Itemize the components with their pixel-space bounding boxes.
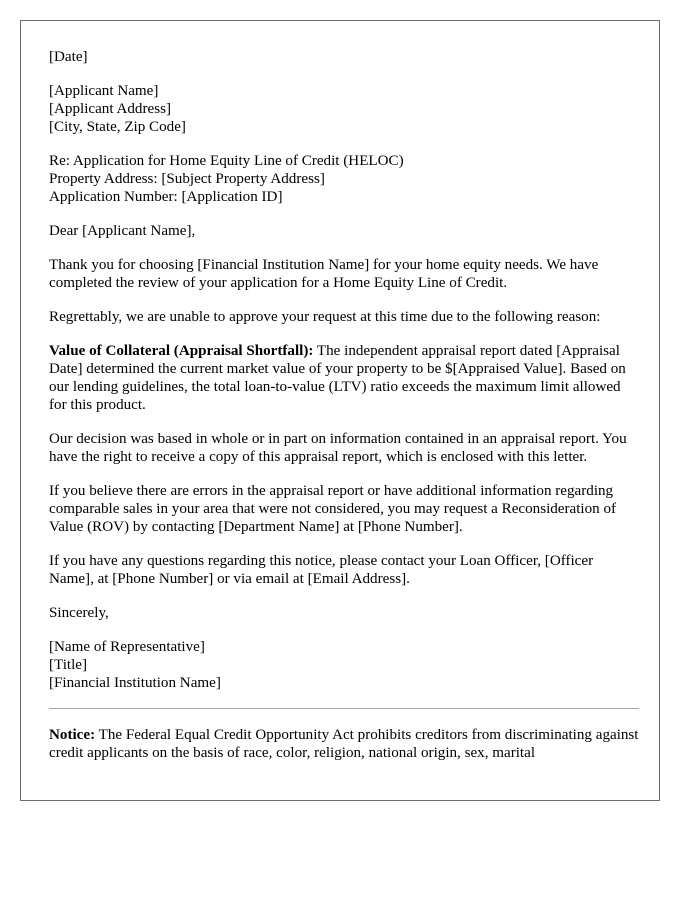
salutation: Dear [Applicant Name], <box>49 223 196 239</box>
recipient-city-state-zip: [City, State, Zip Code] <box>49 119 186 135</box>
paragraph-rov: If you believe there are errors in the appraisal report or have additional information regarding comparable sales in your area that were not considered, you may request a Reconsideration of Value (ROV) by contacting [Department Name] at [Phone Number]. <box>49 483 617 535</box>
signature-name: [Name of Representative] <box>49 639 205 655</box>
notice-paragraph <box>49 726 639 762</box>
paragraph-questions: If you have any questions regarding this notice, please contact your Loan Officer, [Officer Name], at [Phone Number] or via email at [Email Address]. <box>49 553 594 587</box>
letter-page <box>20 20 660 801</box>
reason-text: The independent appraisal report dated [Appraisal Date] determined the current market value of your property to be $[Appraised Value]. Based on our lending guidelines, the total loan-to-value (LTV) ratio exceeds the maximum limit allowed for this product. <box>49 343 626 413</box>
signature-block <box>49 638 639 692</box>
reason-label: Value of Collateral (Appraisal Shortfall): <box>49 343 314 359</box>
paragraph-reason <box>49 342 639 414</box>
recipient-name: [Applicant Name] <box>49 83 159 99</box>
recipient-address: [Applicant Address] <box>49 101 171 117</box>
paragraph-appraisal-right: Our decision was based in whole or in part on information contained in an appraisal report. You have the right to receive a copy of this appraisal report, which is enclosed with this letter. <box>49 431 627 465</box>
signature-institution: [Financial Institution Name] <box>49 675 221 691</box>
notice-label: Notice: <box>49 727 96 743</box>
notice-text: The Federal Equal Credit Opportunity Act prohibits creditors from discriminating against credit applicants on the basis of race, color, religion, national origin, sex, marital <box>49 727 639 761</box>
reference-property: Property Address: [Subject Property Address] <box>49 171 325 187</box>
notice-divider <box>49 708 639 709</box>
reference-subject: Re: Application for Home Equity Line of Credit (HELOC) <box>49 153 404 169</box>
signature-title: [Title] <box>49 657 88 673</box>
reference-block <box>49 152 639 206</box>
reference-application-number: Application Number: [Application ID] <box>49 189 283 205</box>
recipient-block <box>49 82 639 136</box>
paragraph-thanks: Thank you for choosing [Financial Institution Name] for your home equity needs. We have completed the review of your application for a Home Equity Line of Credit. <box>49 257 599 291</box>
paragraph-regret: Regrettably, we are unable to approve your request at this time due to the following reason: <box>49 309 601 325</box>
closing: Sincerely, <box>49 605 109 621</box>
letter-date: [Date] <box>49 49 88 65</box>
letter-body <box>49 48 639 778</box>
